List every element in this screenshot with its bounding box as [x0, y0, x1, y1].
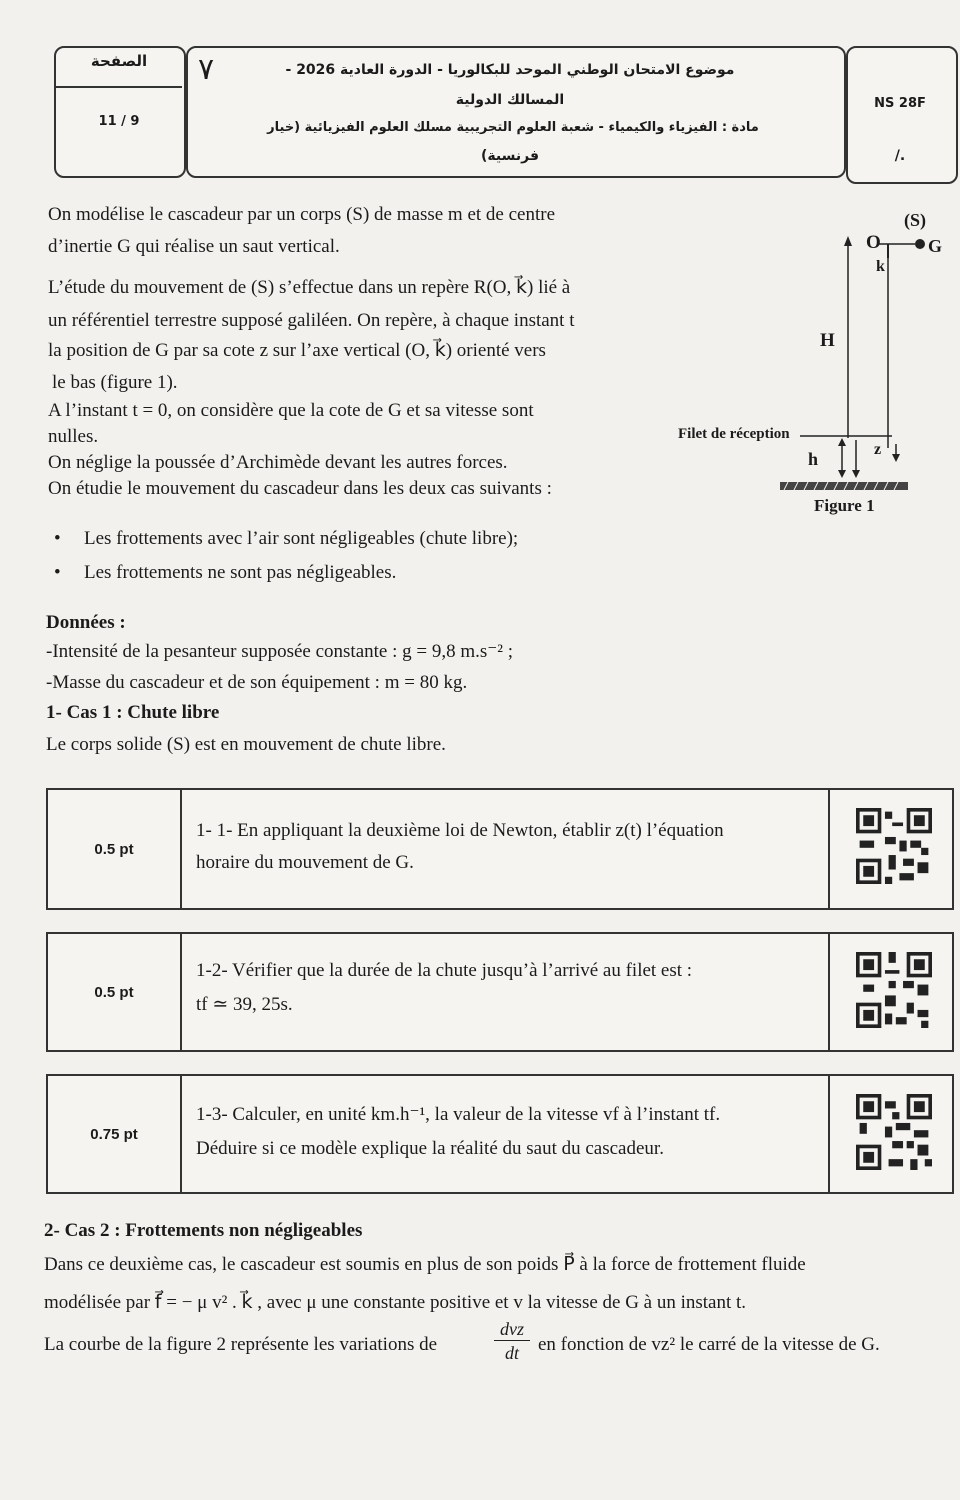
intro-line-1: On modélise le cascadeur par un corps (S) de masse m et de centre	[48, 204, 555, 225]
case2-title: 2- Cas 2 : Frottements non négligeables	[44, 1220, 363, 1241]
figure-1-diagram	[660, 200, 960, 530]
question-text-line-2: horaire du mouvement de G.	[196, 852, 414, 873]
list-item: • Les frottements avec l’air sont négligeables (chute libre);	[46, 522, 518, 556]
fraction-numerator: dvz	[494, 1318, 530, 1341]
question-qr-cell	[828, 1076, 952, 1192]
figure-label-z: z	[874, 441, 882, 458]
intro-line-4: un référentiel terrestre supposé galiléen. On repère, à chaque instant t	[48, 310, 575, 331]
data-mass: -Masse du cascadeur et de son équipement : m = 80 kg.	[46, 672, 468, 693]
question-text-line-2: Déduire si ce modèle explique la réalité du saut du cascadeur.	[196, 1138, 664, 1159]
exam-subject: مادة : الفيزياء والكيمياء - شعبة العلوم التجريبية مسلك العلوم الفيزيائية (خيار	[267, 120, 759, 135]
intro-line-9: On néglige la poussée d’Archimède devant les autres forces.	[48, 452, 508, 473]
question-qr-cell	[828, 790, 952, 908]
page-number: 11 / 9	[98, 114, 140, 129]
page-label: الصفحة	[90, 52, 148, 70]
question-points: 0.5 pt	[48, 790, 182, 908]
header-mark: ٧	[198, 52, 215, 87]
intro-line-8: nulles.	[48, 426, 99, 447]
question-points: 0.75 pt	[48, 1076, 182, 1192]
figure-label-h-small: h	[808, 449, 819, 469]
case1-text: Le corps solide (S) est en mouvement de chute libre.	[46, 734, 446, 755]
intro-line-6: le bas (figure 1).	[52, 372, 178, 393]
case1-title: 1- Cas 1 : Chute libre	[46, 702, 220, 723]
intro-line-2: d’inertie G qui réalise un saut vertical.	[48, 236, 340, 257]
fraction-denominator: dt	[504, 1343, 519, 1363]
data-title: Données :	[46, 612, 126, 633]
case2-line-1: Dans ce deuxième cas, le cascadeur est soumis en plus de son poids P⃗ à la force de frottement fluide	[44, 1254, 806, 1275]
question-text-line-1: 1-2- Vérifier que la durée de la chute jusqu’à l’arrivé au filet est :	[196, 960, 693, 981]
question-text-line-1: 1- 1- En appliquant la deuxième loi de Newton, établir z(t) l’équation	[196, 820, 724, 841]
exam-track: المسالك الدولية	[455, 92, 565, 108]
intro-line-5: la position de G par sa cote z sur l’axe vertical (O, k⃗) orienté vers	[48, 340, 546, 361]
intro-line-10: On étudie le mouvement du cascadeur dans les deux cas suivants :	[48, 478, 552, 499]
exam-option: فرنسية)	[481, 148, 539, 164]
figure-label-g: G	[928, 236, 943, 256]
figure-label-s: (S)	[904, 210, 926, 230]
figure-label-o: O	[866, 232, 881, 253]
figure-label-net: Filet de réception	[678, 426, 790, 442]
qr-code-icon[interactable]	[856, 808, 932, 884]
question-points: 0.5 pt	[48, 934, 182, 1050]
intro-line-7: A l’instant t = 0, on considère que la cote de G et sa vitesse sont	[48, 400, 534, 421]
figure-label-h-big: H	[820, 330, 835, 351]
case2-line-3a: La courbe de la figure 2 représente les variations de	[44, 1334, 438, 1355]
question-text-line-2: tf ≃ 39, 25s.	[196, 994, 293, 1015]
figure-caption: Figure 1	[814, 496, 875, 515]
question-text-line-1: 1-3- Calculer, en unité km.h⁻¹, la valeur de la vitesse vf à l’instant tf.	[196, 1104, 721, 1125]
exam-code: NS 28F	[874, 96, 926, 111]
intro-line-3: L’étude du mouvement de (S) s’effectue dans un repère R(O, k⃗) lié à	[48, 277, 571, 298]
qr-code-icon[interactable]	[856, 952, 932, 1028]
code-mark: /.	[894, 148, 906, 164]
case2-line-2: modélisée par f⃗ = − μ v² . k⃗ , avec μ une constante positive et v la vitesse de G à un instant t.	[44, 1292, 747, 1313]
figure-label-k: k	[876, 258, 885, 275]
case2-line-3b: en fonction de vz² le carré de la vitesse de G.	[538, 1334, 880, 1355]
header-page-divider	[56, 86, 182, 88]
question-qr-cell	[828, 934, 952, 1050]
exam-title: موضوع الامتحان الوطني الموحد للبكالوريا - الدورة العادية 2026 -	[285, 62, 735, 78]
question-1-2	[46, 932, 954, 1052]
list-item: • Les frottements ne sont pas négligeables.	[46, 556, 518, 590]
derivative-fraction	[494, 1318, 530, 1365]
data-gravity: -Intensité de la pesanteur supposée constante : g = 9,8 m.s⁻² ;	[46, 641, 514, 662]
cases-list	[46, 522, 518, 590]
qr-code-icon[interactable]	[856, 1094, 932, 1170]
question-1-3	[46, 1074, 954, 1194]
question-1-1	[46, 788, 954, 910]
